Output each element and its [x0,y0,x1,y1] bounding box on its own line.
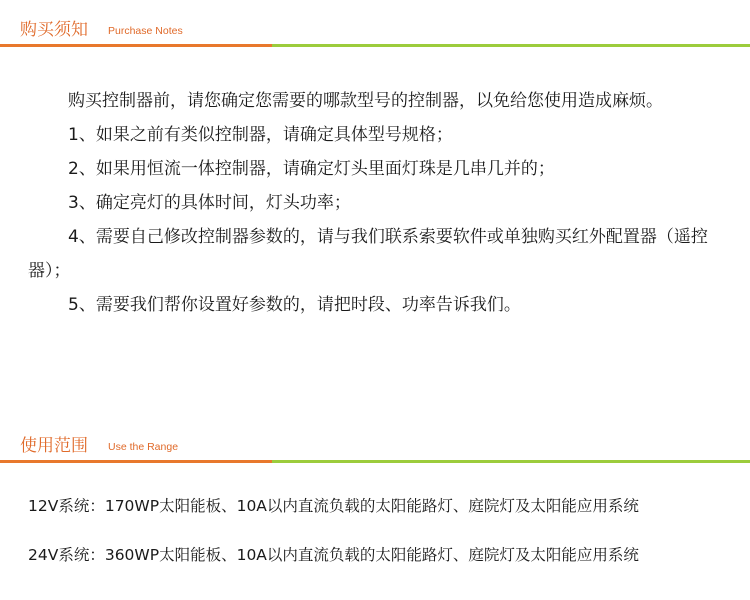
notes-item-4: 4、需要自己修改控制器参数的，请与我们联系索要软件或单独购买红外配置器（遥控器）； [28,227,708,281]
notes-item-3: 3、确定亮灯的具体时间，灯头功率； [68,193,351,213]
notes-intro-paragraph: 购买控制器前，请您确定您需要的哪款型号的控制器，以免给您使用造成麻烦。 [68,91,663,111]
use-range-subtitle: Use the Range [108,441,179,453]
use-range-rule-green [272,460,750,463]
purchase-notes-header [0,20,750,40]
use-range-header [0,436,750,456]
purchase-notes-title: 购买须知 [20,20,88,40]
range-line-12v: 12V系统：170WP太阳能板、10A以内直流负载的太阳能路灯、庭院灯及太阳能应用系统 [28,497,639,515]
use-range-rule-orange [0,460,272,463]
notes-item-5: 5、需要我们帮你设置好参数的，请把时段、功率告诉我们。 [68,295,521,315]
use-range-title: 使用范围 [20,436,88,456]
range-line-24v: 24V系统：360WP太阳能板、10A以内直流负载的太阳能路灯、庭院灯及太阳能应用系统 [28,546,639,564]
purchase-notes-subtitle: Purchase Notes [108,25,183,37]
notes-item-1: 1、如果之前有类似控制器，请确定具体型号规格； [68,125,453,145]
purchase-notes-rule-green [272,44,750,47]
purchase-notes-rule-orange [0,44,272,47]
purchase-notes-body [28,84,728,322]
notes-item-2: 2、如果用恒流一体控制器，请确定灯头里面灯珠是几串几并的； [68,159,555,179]
